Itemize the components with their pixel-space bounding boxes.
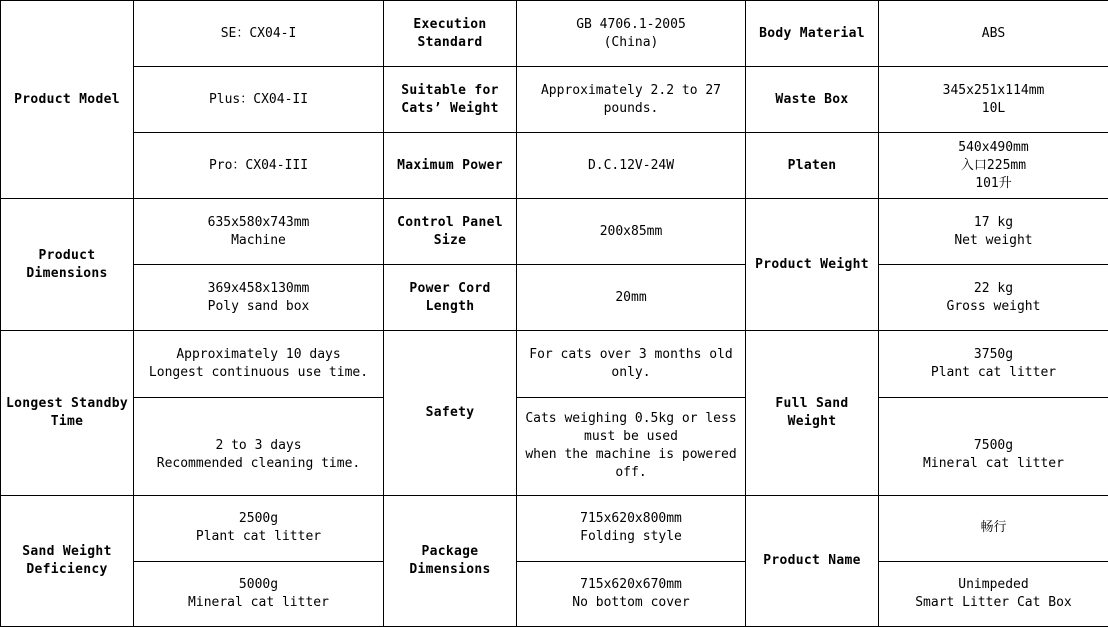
- control-panel-value: 200x85mm: [517, 199, 746, 265]
- standby-time-continuous: Approximately 10 days Longest continuous use time.: [134, 331, 384, 397]
- standby-time-cleaning: 2 to 3 days Recommended cleaning time.: [134, 397, 384, 495]
- suitable-weight-label: Suitable for Cats’ Weight: [384, 67, 517, 133]
- full-sand-weight-mineral: 7500g Mineral cat litter: [879, 397, 1108, 495]
- full-sand-weight-plant: 3750g Plant cat litter: [879, 331, 1108, 397]
- safety-age: For cats over 3 months old only.: [517, 331, 746, 397]
- product-dimensions-machine: 635x580x743mm Machine: [134, 199, 384, 265]
- product-name-label: Product Name: [746, 495, 879, 626]
- package-dimensions-folding: 715x620x800mm Folding style: [517, 495, 746, 561]
- body-material-value: ABS: [879, 1, 1108, 67]
- product-weight-label: Product Weight: [746, 199, 879, 331]
- package-dimensions-label: Package Dimensions: [384, 495, 517, 626]
- table-row: [1, 67, 1108, 133]
- product-name-chinese: 畅行: [879, 495, 1108, 561]
- sand-weight-deficiency-mineral: 5000g Mineral cat litter: [134, 561, 384, 626]
- product-name-english: Unimpeded Smart Litter Cat Box: [879, 561, 1108, 626]
- execution-standard-label: Execution Standard: [384, 1, 517, 67]
- platen-label: Platen: [746, 133, 879, 199]
- control-panel-label: Control Panel Size: [384, 199, 517, 265]
- table-row: [1, 133, 1108, 199]
- table-row: [1, 199, 1108, 265]
- sand-weight-deficiency-label: Sand Weight Deficiency: [1, 495, 134, 626]
- safety-weight: Cats weighing 0.5kg or less must be used when the machine is powered off.: [517, 397, 746, 495]
- product-dimensions-sand-box: 369x458x130mm Poly sand box: [134, 265, 384, 331]
- product-model-label: Product Model: [1, 1, 134, 199]
- platen-value: 540x490mm 入口225mm 101升: [879, 133, 1108, 199]
- package-dimensions-no-cover: 715x620x670mm No bottom cover: [517, 561, 746, 626]
- table-row: [1, 331, 1108, 397]
- safety-label: Safety: [384, 331, 517, 495]
- table-row: [1, 397, 1108, 495]
- product-model-plus: Plus：CX04-II: [134, 67, 384, 133]
- sand-weight-deficiency-plant: 2500g Plant cat litter: [134, 495, 384, 561]
- maximum-power-value: D.C.12V-24W: [517, 133, 746, 199]
- product-weight-net: 17 kg Net weight: [879, 199, 1108, 265]
- standby-time-label: Longest Standby Time: [1, 331, 134, 495]
- full-sand-weight-label: Full Sand Weight: [746, 331, 879, 495]
- product-model-pro: Pro：CX04-III: [134, 133, 384, 199]
- power-cord-value: 20mm: [517, 265, 746, 331]
- product-model-se: SE：CX04-I: [134, 1, 384, 67]
- product-weight-gross: 22 kg Gross weight: [879, 265, 1108, 331]
- product-dimensions-label: Product Dimensions: [1, 199, 134, 331]
- suitable-weight-value: Approximately 2.2 to 27 pounds.: [517, 67, 746, 133]
- maximum-power-label: Maximum Power: [384, 133, 517, 199]
- power-cord-label: Power Cord Length: [384, 265, 517, 331]
- waste-box-value: 345x251x114mm 10L: [879, 67, 1108, 133]
- execution-standard-value: GB 4706.1-2005 (China): [517, 1, 746, 67]
- table-row: [1, 495, 1108, 561]
- body-material-label: Body Material: [746, 1, 879, 67]
- table-row: [1, 1, 1108, 67]
- table-row: [1, 265, 1108, 331]
- waste-box-label: Waste Box: [746, 67, 879, 133]
- table-row: [1, 561, 1108, 626]
